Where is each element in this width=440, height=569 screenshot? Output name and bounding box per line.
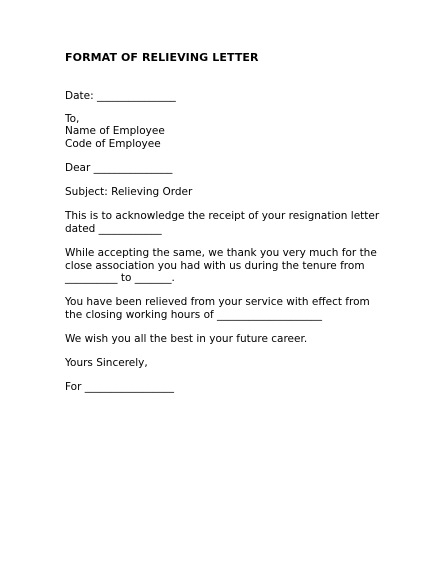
recipient-name: Name of Employee <box>65 125 165 137</box>
paragraph-4: We wish you all the best in your future career. <box>65 333 308 345</box>
recipient-code: Code of Employee <box>65 138 161 150</box>
paragraph-3-line-1: You have been relieved from your service with effect from <box>65 296 370 308</box>
subject-line: Subject: Relieving Order <box>65 186 193 198</box>
paragraph-3-line-2: the closing working hours of ____________________ <box>65 309 323 321</box>
salutation: Dear _______________ <box>65 162 173 174</box>
closing-line: Yours Sincerely, <box>65 357 148 369</box>
recipient-to: To, <box>65 113 80 125</box>
paragraph-2-line-2: close association you had with us during the tenure from <box>65 260 365 272</box>
paragraph-2-line-3: __________ to _______. <box>65 272 175 284</box>
document-title: FORMAT OF RELIEVING LETTER <box>65 51 259 64</box>
paragraph-1-line-2: dated ____________ <box>65 223 162 235</box>
paragraph-2-line-1: While accepting the same, we thank you very much for the <box>65 247 377 259</box>
for-line: For _________________ <box>65 381 174 393</box>
paragraph-1-line-1: This is to acknowledge the receipt of your resignation letter <box>65 210 380 222</box>
date-line: Date: _______________ <box>65 90 176 102</box>
